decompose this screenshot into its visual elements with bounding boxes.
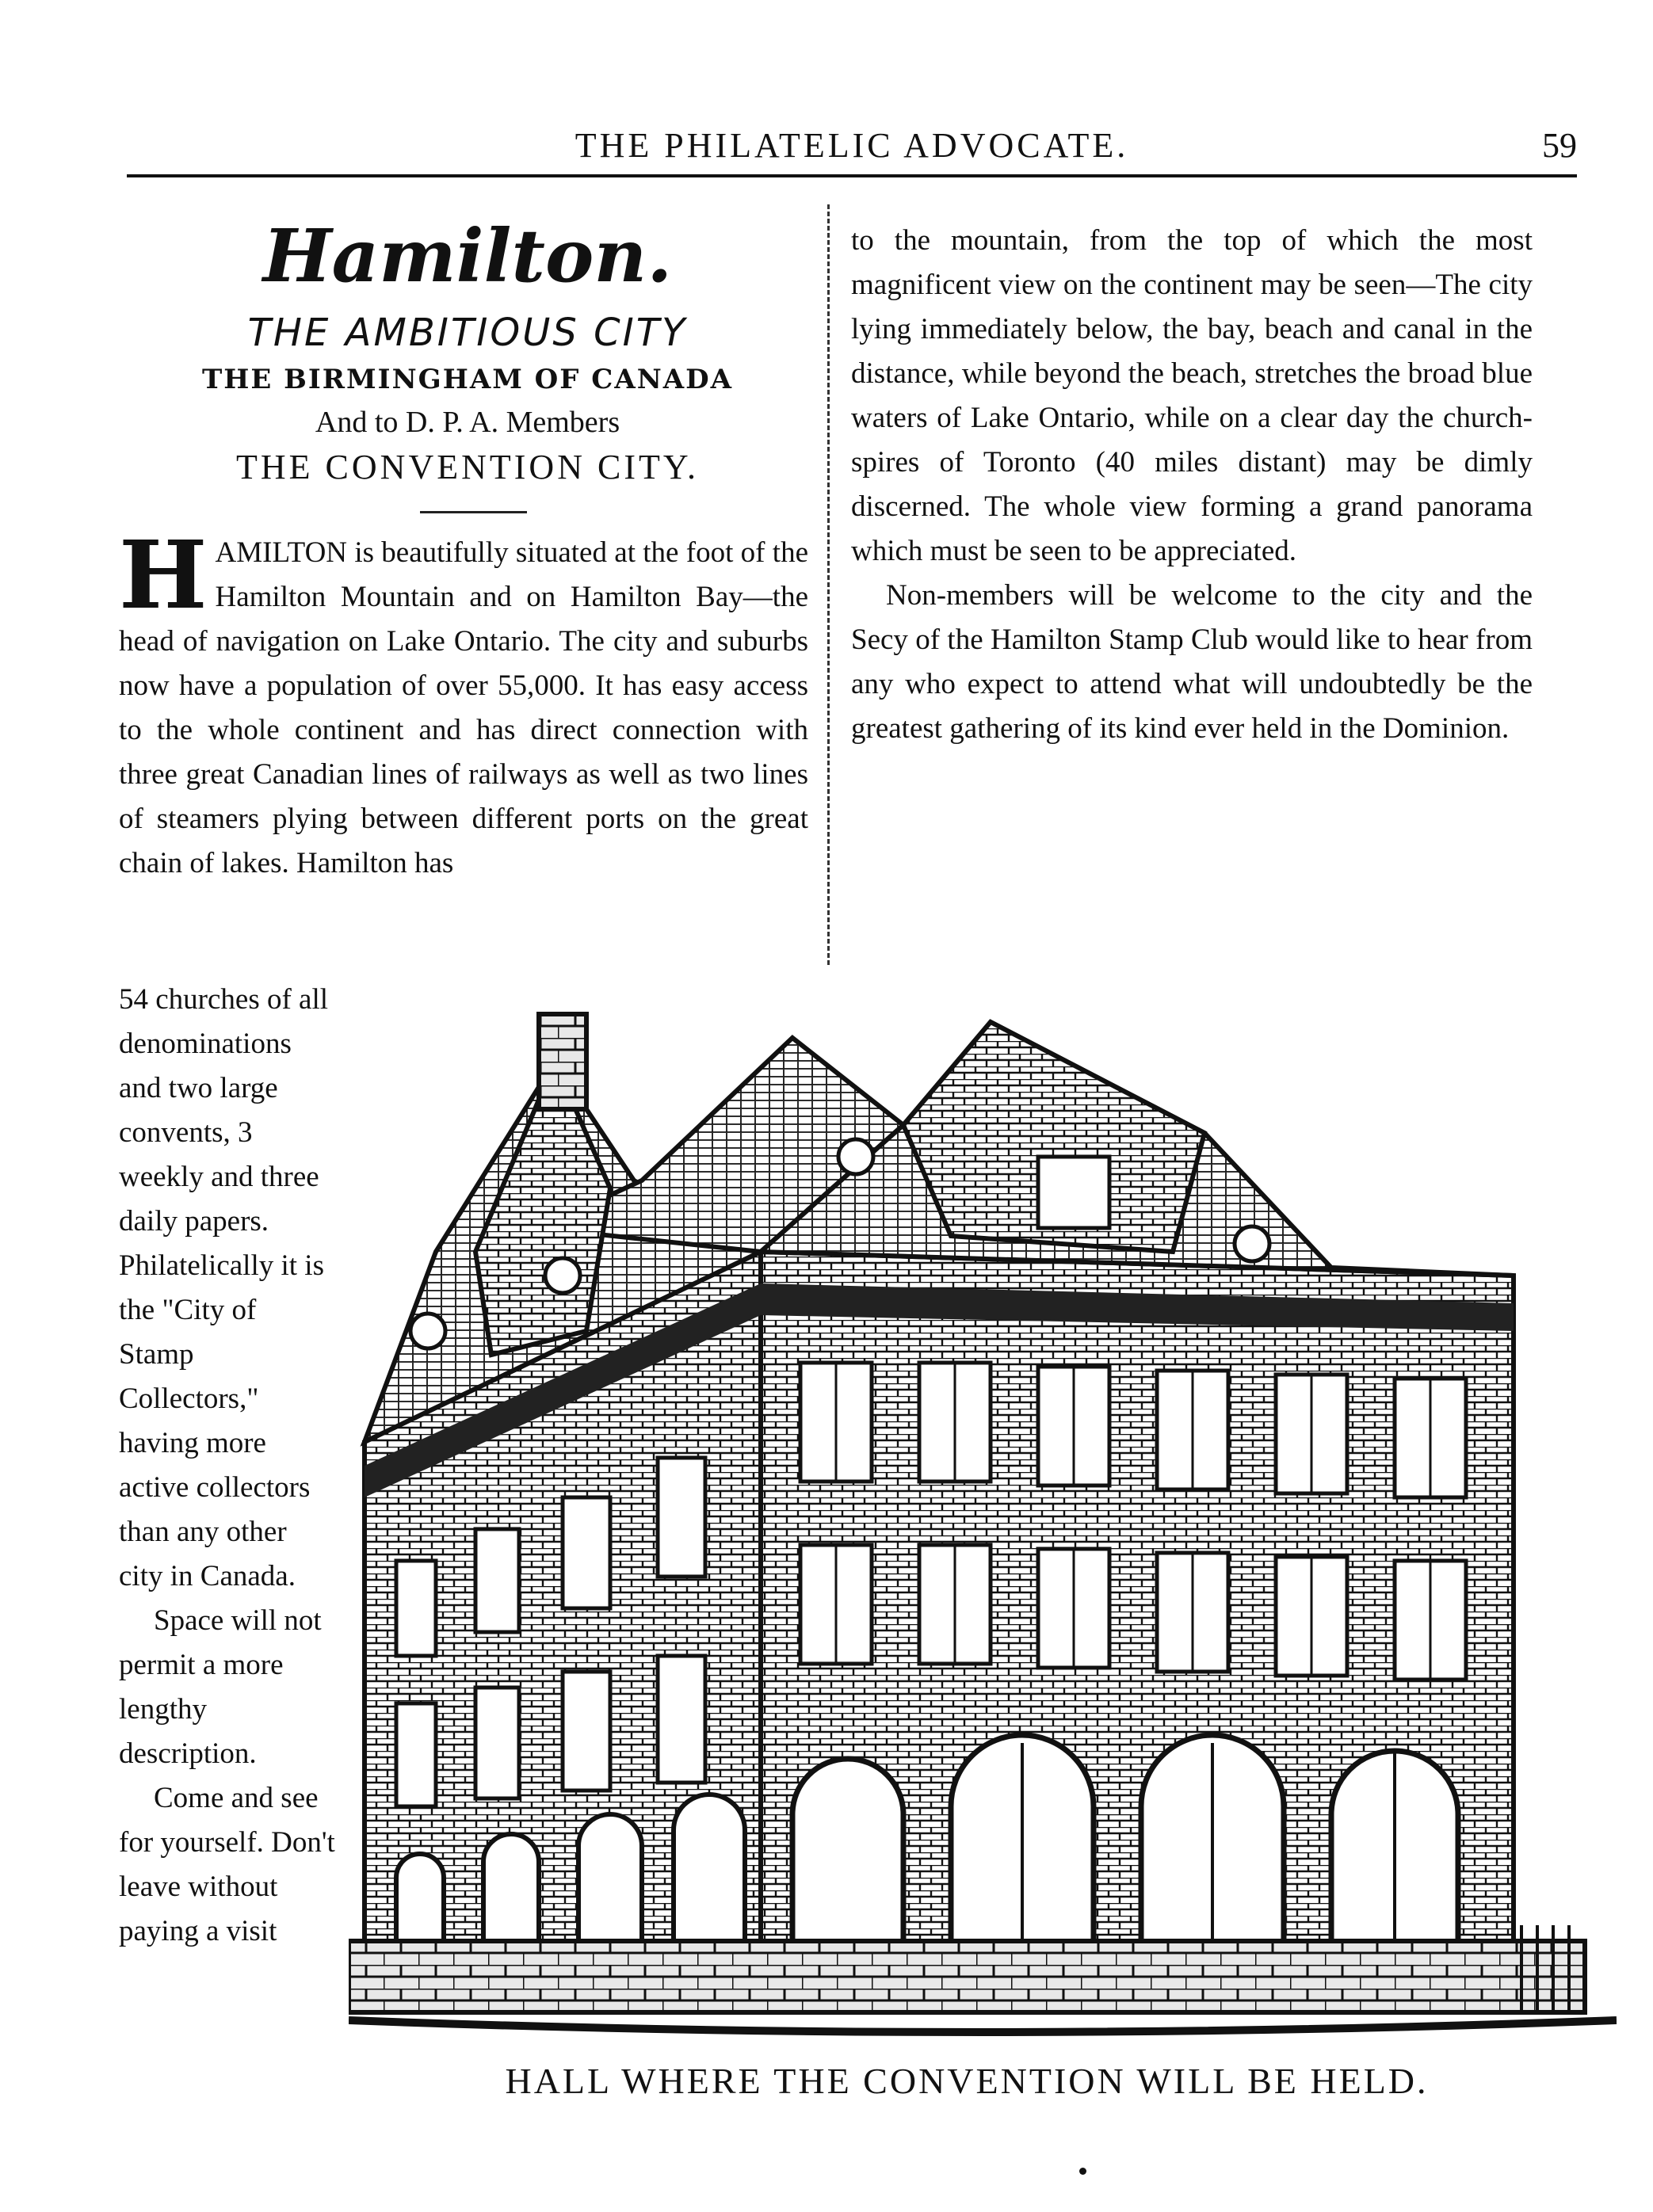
churches-paragraph: 54 churches of all denominations and two large convents, 3 weekly and three daily papers. Philatelically it is the "City of Stamp Collectors," having more active collectors than any other city in Canada. [119,983,329,1592]
narrow-column [119,978,337,1954]
come-paragraph: Come and see for yourself. Don't leave without paying a visit [119,1782,335,1947]
article-dedication: And to D. P. A. Members [315,406,620,439]
article-title: Hamilton. [262,213,673,299]
illustration-caption: HALL WHERE THE CONVENTION WILL BE HELD. [505,2061,1429,2101]
lead-paragraph: AMILTON is beautifully situated at the foot of the Hamilton Mountain and on Hamilton Bay—the head of navigation on Lake Ontario. The city and suburbs now have a population of over 55,000. It has easy access to the whole continent and has direct connection with three great Canadian lines of railways as well as two lines of steamers plying between different ports on the great chain of lakes. Hamilton has [119,536,808,879]
article-tagline: THE CONVENTION CITY. [236,448,699,486]
article-masthead [119,212,816,491]
space-paragraph: Space will not permit a more lengthy description. [119,1604,322,1770]
lead-column [119,520,808,886]
article-kicker: THE BIRMINGHAM OF CANADA [201,364,734,395]
article-subtitle: THE AMBITIOUS CITY [247,311,688,355]
hall-illustration [349,990,1617,2060]
right-paragraph-2: Non-members will be welcome to the city and the Secy of the Hamilton Stamp Club would like to hear from any who expect to attend what will undoubtedly be the greatest gathering of its kind ever held in the Dominion. [851,579,1533,745]
right-column [851,219,1533,751]
column-divider [827,204,830,965]
drop-cap: H [119,520,208,630]
section-rule [420,511,527,513]
running-head [127,119,1577,177]
page-number: 59 [1542,126,1577,165]
publication-title: THE PHILATELIC ADVOCATE. [575,126,1129,165]
right-paragraph-1: to the mountain, from the top of which the most magnificent view on the continent may be seen—The city lying immediately below, the bay, beach and canal in the distance, while beyond the beach, stretches the broad blue waters of Lake Ontario, while on a clear day the church-spires of Toronto (40 miles distant) may be dimly discerned. The whole view forming a grand panorama which must be seen to be appreciated. [851,224,1533,567]
page-dot [1079,2168,1086,2175]
